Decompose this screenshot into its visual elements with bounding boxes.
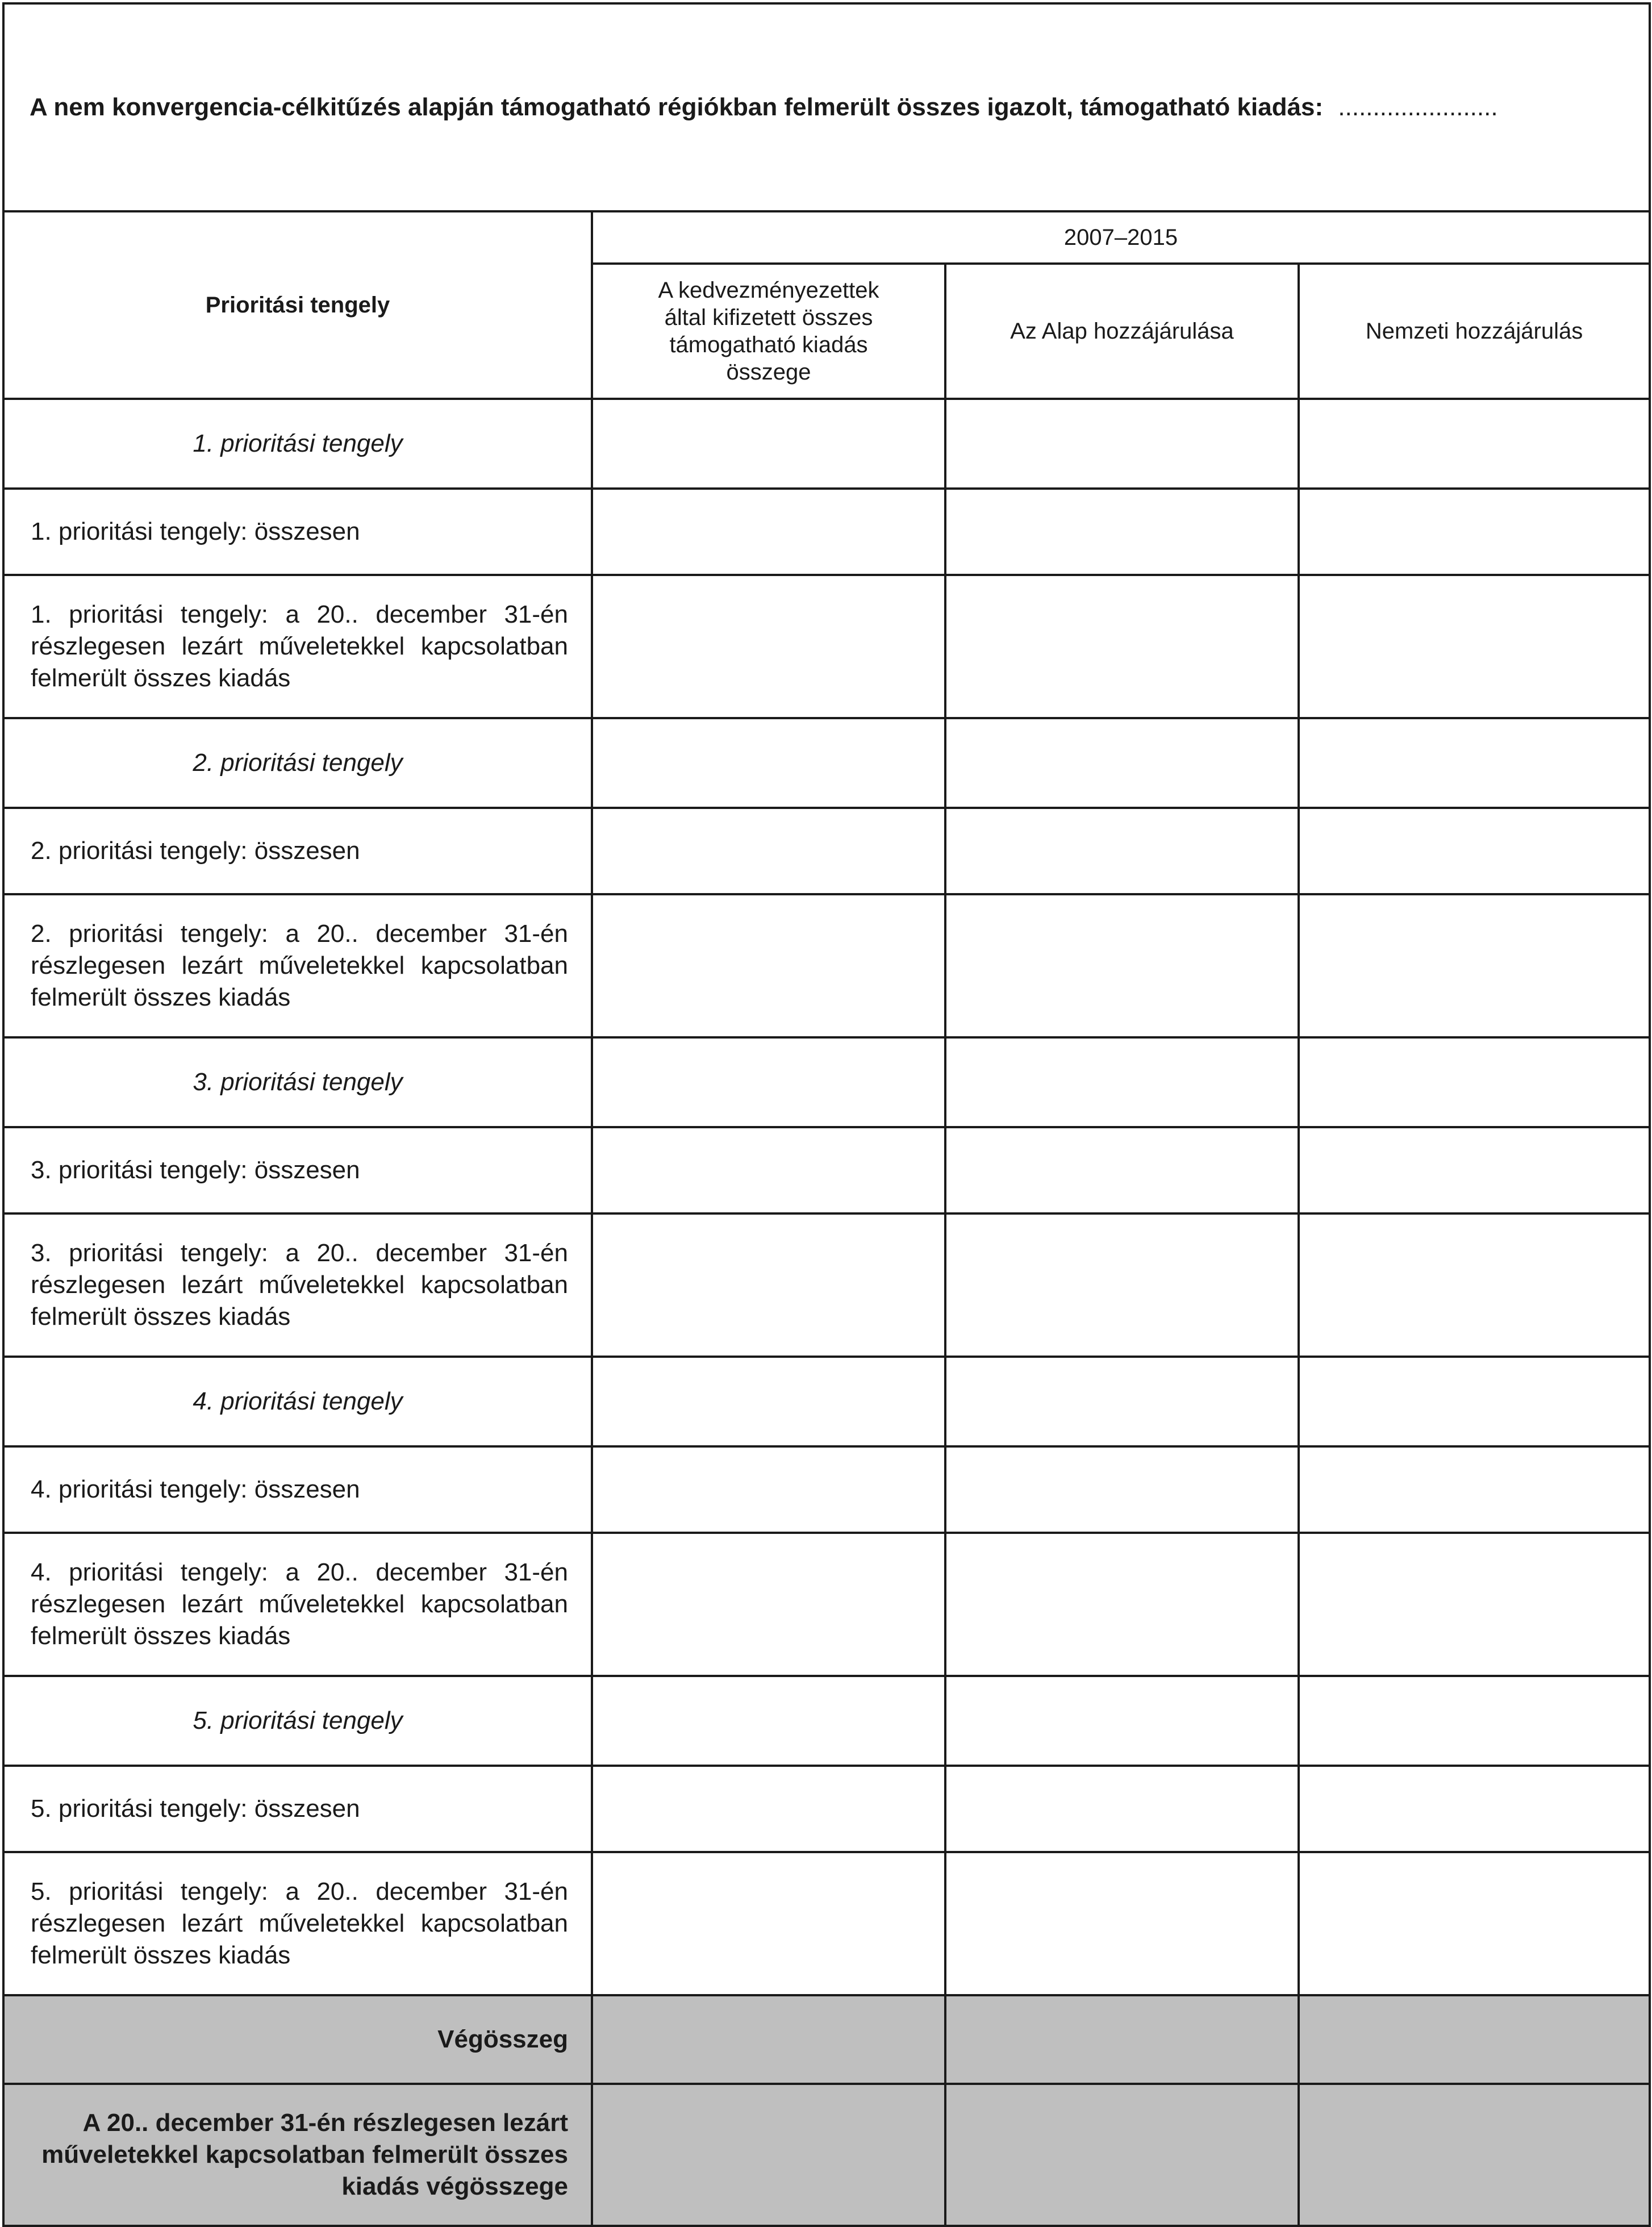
axis-heading-label: 3. prioritási tengely [3,1037,592,1127]
axis-total-label: 2. prioritási tengely: összesen [3,808,592,894]
expenditure-cell[interactable] [592,894,945,1037]
expenditure-cell[interactable] [592,718,945,808]
fund-contribution-cell[interactable] [945,399,1299,489]
axis-partial-label: 5. prioritási tengely: a 20.. december 31-én részlegesen lezárt műveletekkel kapcsolatban felmerült összes kiadás [3,1852,592,1995]
national-contribution-cell[interactable] [1299,1357,1650,1446]
axis-total-row [3,1127,1650,1213]
axis-partial-label: 2. prioritási tengely: a 20.. december 31-én részlegesen lezárt műveletekkel kapcsolatban felmerült összes kiadás [3,894,592,1037]
grand-total-label: Végösszeg [3,1995,592,2084]
axis-heading-label: 1. prioritási tengely [3,399,592,489]
expenditure-cell[interactable] [592,1357,945,1446]
grand-total-row [3,1995,1650,2084]
axis-heading-row [3,399,1650,489]
axis-heading-row [3,1037,1650,1127]
fund-contribution-cell[interactable] [945,718,1299,808]
axis-heading-row [3,1357,1650,1446]
expenditure-cell[interactable] [592,1533,945,1676]
national-contribution-cell[interactable] [1299,1533,1650,1676]
fund-contribution-cell[interactable] [945,1995,1299,2084]
axis-total-label: 1. prioritási tengely: összesen [3,489,592,575]
axis-partial-row [3,575,1650,718]
national-contribution-cell[interactable] [1299,1213,1650,1357]
axis-heading-row [3,1676,1650,1766]
national-contribution-cell[interactable] [1299,1852,1650,1995]
expenditure-cell[interactable] [592,575,945,718]
national-contribution-cell[interactable] [1299,2084,1650,2226]
axis-total-row [3,808,1650,894]
axis-total-label: 5. prioritási tengely: összesen [3,1766,592,1852]
national-contribution-cell[interactable] [1299,718,1650,808]
col-fund-header: Az Alap hozzájárulása [945,264,1299,399]
fund-contribution-cell[interactable] [945,575,1299,718]
national-contribution-cell[interactable] [1299,575,1650,718]
col-national-header: Nemzeti hozzájárulás [1299,264,1650,399]
col-expenditure-header: A kedvezményezettek által kifizetett összes támogatható kiadás összege [592,264,945,399]
axis-heading-label: 4. prioritási tengely [3,1357,592,1446]
axis-partial-row [3,1852,1650,1995]
axis-partial-row [3,1533,1650,1676]
expenditure-form [2,2,1649,2227]
axis-total-label: 3. prioritási tengely: összesen [3,1127,592,1213]
fund-contribution-cell[interactable] [945,489,1299,575]
fund-contribution-cell[interactable] [945,1213,1299,1357]
fund-contribution-cell[interactable] [945,1766,1299,1852]
axis-partial-row [3,1213,1650,1357]
expenditure-cell[interactable] [592,808,945,894]
national-contribution-cell[interactable] [1299,399,1650,489]
expenditure-cell[interactable] [592,1766,945,1852]
axis-heading-label: 2. prioritási tengely [3,718,592,808]
axis-total-row [3,1446,1650,1533]
expenditure-cell[interactable] [592,2084,945,2226]
axis-partial-row [3,894,1650,1037]
expenditure-cell[interactable] [592,1127,945,1213]
fund-contribution-cell[interactable] [945,2084,1299,2226]
partial-total-label: A 20.. december 31-én részlegesen lezárt műveletekkel kapcsolatban felmerült összes kiadás végösszege [3,2084,592,2226]
title-row [3,3,1650,211]
national-contribution-cell[interactable] [1299,894,1650,1037]
partial-total-row [3,2084,1650,2226]
title-cell [3,3,1650,211]
axis-partial-label: 4. prioritási tengely: a 20.. december 31-én részlegesen lezárt műveletekkel kapcsolatban felmerült összes kiadás [3,1533,592,1676]
national-contribution-cell[interactable] [1299,489,1650,575]
national-contribution-cell[interactable] [1299,1995,1650,2084]
fund-contribution-cell[interactable] [945,808,1299,894]
axis-total-row [3,489,1650,575]
axis-partial-label: 3. prioritási tengely: a 20.. december 31-én részlegesen lezárt műveletekkel kapcsolatban felmerült összes kiadás [3,1213,592,1357]
expenditure-cell[interactable] [592,489,945,575]
axis-total-label: 4. prioritási tengely: összesen [3,1446,592,1533]
national-contribution-cell[interactable] [1299,1676,1650,1766]
fund-contribution-cell[interactable] [945,1037,1299,1127]
expenditure-cell[interactable] [592,1446,945,1533]
national-contribution-cell[interactable] [1299,1127,1650,1213]
axis-heading-row [3,718,1650,808]
axis-header: Prioritási tengely [3,211,592,399]
axis-total-row [3,1766,1650,1852]
expenditure-cell[interactable] [592,1995,945,2084]
fund-contribution-cell[interactable] [945,1446,1299,1533]
form-title: A nem konvergencia-célkitűzés alapján támogatható régiókban felmerült összes igazolt, támogatható kiadás: [30,93,1324,121]
fund-contribution-cell[interactable] [945,1852,1299,1995]
expenditure-cell[interactable] [592,1037,945,1127]
expenditure-table [2,2,1651,2227]
expenditure-cell[interactable] [592,1676,945,1766]
title-fill-dots: ....................... [1338,93,1498,121]
fund-contribution-cell[interactable] [945,894,1299,1037]
fund-contribution-cell[interactable] [945,1357,1299,1446]
fund-contribution-cell[interactable] [945,1127,1299,1213]
national-contribution-cell[interactable] [1299,1037,1650,1127]
national-contribution-cell[interactable] [1299,1446,1650,1533]
axis-heading-label: 5. prioritási tengely [3,1676,592,1766]
fund-contribution-cell[interactable] [945,1533,1299,1676]
expenditure-cell[interactable] [592,1213,945,1357]
fund-contribution-cell[interactable] [945,1676,1299,1766]
expenditure-cell[interactable] [592,1852,945,1995]
expenditure-cell[interactable] [592,399,945,489]
header-row-1 [3,211,1650,264]
period-header: 2007–2015 [592,211,1650,264]
national-contribution-cell[interactable] [1299,808,1650,894]
axis-partial-label: 1. prioritási tengely: a 20.. december 31-én részlegesen lezárt műveletekkel kapcsolatban felmerült összes kiadás [3,575,592,718]
national-contribution-cell[interactable] [1299,1766,1650,1852]
